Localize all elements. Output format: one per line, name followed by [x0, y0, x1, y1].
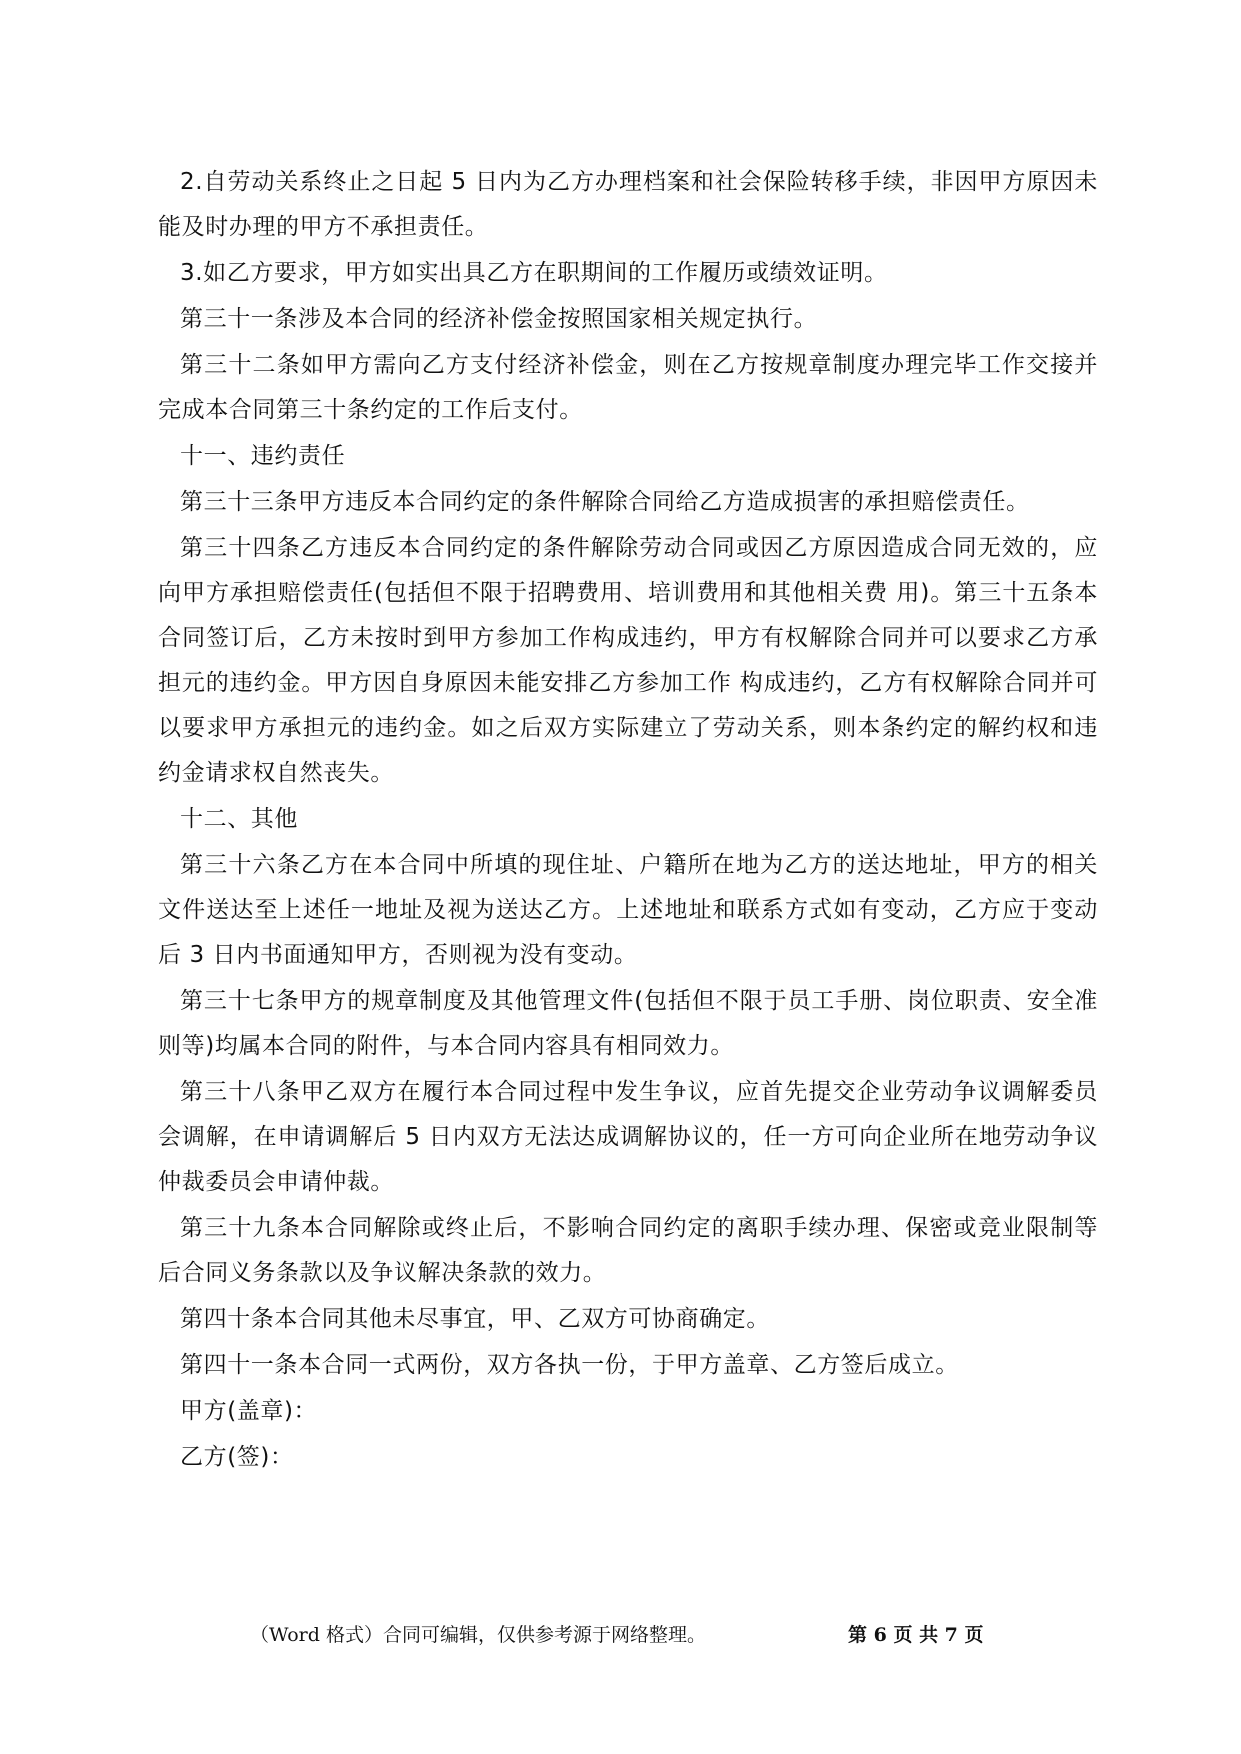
clause-38: 第三十八条甲乙双方在履行本合同过程中发生争议，应首先提交企业劳动争议调解委员会调解，在申请调解后 5 日内双方无法达成调解协议的，任一方可向企业所在地劳动争议仲裁委员会申请仲裁。 [158, 1079, 1098, 1195]
clause-37: 第三十七条甲方的规章制度及其他管理文件(包括但不限于员工手册、岗位职责、安全准则等)均属本合同的附件，与本合同内容具有相同效力。 [158, 988, 1098, 1059]
page-number: 第 6 页 共 7 页 [848, 1624, 984, 1646]
clause-33: 第三十三条甲方违反本合同约定的条件解除合同给乙方造成损害的承担赔偿责任。 [180, 489, 1030, 515]
party-b-signature-line: 乙方(签)： [180, 1444, 294, 1470]
clause-34-35: 第三十四条乙方违反本合同约定的条件解除劳动合同或因乙方原因造成合同无效的，应向甲方承担赔偿责任(包括但不限于招聘费用、培训费用和其他相关费 用)。第三十五条本合同签订后，乙方未按时到甲方参加工作构成违约，甲方有权解除合同并可以要求乙方承担元的违约金。甲方因自身原因未能安排乙方参加工作 构成违约，乙方有权解除合同并可以要求甲方承担元的违约金。如之后双方实际建立了劳动关系，则本条约定的解约权和违约金请求权自然丧失。 [158, 535, 1098, 786]
clause-36: 第三十六条乙方在本合同中所填的现住址、户籍所在地为乙方的送达地址，甲方的相关文件送达至上述任一地址及视为送达乙方。上述地址和联系方式如有变动，乙方应于变动后 3 日内书面通知甲方，否则视为没有变动。 [158, 852, 1098, 968]
clause-39: 第三十九条本合同解除或终止后，不影响合同约定的离职手续办理、保密或竞业限制等后合同义务条款以及争议解决条款的效力。 [158, 1215, 1098, 1286]
clause-40: 第四十条本合同其他未尽事宜，甲、乙双方可协商确定。 [180, 1306, 770, 1332]
section-heading-12: 十二、其他 [180, 806, 298, 832]
clause-41: 第四十一条本合同一式两份，双方各执一份，于甲方盖章、乙方签后成立。 [180, 1352, 959, 1378]
clause-31: 第三十一条涉及本合同的经济补偿金按照国家相关规定执行。 [180, 306, 818, 332]
footer-note: （Word 格式）合同可编辑，仅供参考源于网络整理。 [250, 1624, 706, 1646]
party-a-signature-line: 甲方(盖章)： [180, 1398, 318, 1424]
clause-30-item-3: 3.如乙方要求，甲方如实出具乙方在职期间的工作履历或绩效证明。 [180, 260, 888, 286]
section-heading-11: 十一、违约责任 [180, 443, 346, 469]
clause-30-item-2: 2.自劳动关系终止之日起 5 日内为乙方办理档案和社会保险转移手续，非因甲方原因未能及时办理的甲方不承担责任。 [158, 169, 1098, 240]
clause-32: 第三十二条如甲方需向乙方支付经济补偿金，则在乙方按规章制度办理完毕工作交接并完成本合同第三十条约定的工作后支付。 [158, 352, 1098, 423]
document-body [158, 160, 1098, 1481]
page-footer [0, 1620, 1241, 1650]
